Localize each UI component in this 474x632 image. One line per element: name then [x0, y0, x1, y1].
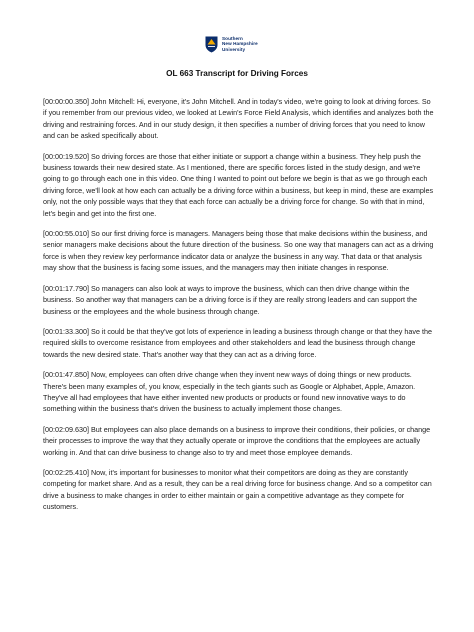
- transcript-paragraph-8: [00:02:25.410] Now, it's important for businesses to monitor what their competitors are doing as they are constantly competing for market share. And as a result, they can be a real driving force for business change. And so a competitor can drive a business to make changes in order to either maintain or gain a competitive advantage as they compete for customers.: [43, 467, 432, 512]
- transcript-paragraph-7: [00:02:09.630] But employees can also place demands on a business to improve their conditions, their policies, or change their processes to improve the way that they actually operate or improve the conditions that the employees are actually working in. And that can drive business to change also to try and meet those employee demands.: [43, 424, 431, 457]
- shield-icon: [205, 36, 218, 53]
- transcript-paragraph-6: [00:01:47.850] Now, employees can often drive change when they invent new ways of doing things or new products. There's been many examples of, you know, especially in the tech giants such as Google or Alphabet, Apple, Amazon. They've all had employees that have either invented new products or products or found new innovative ways to do something within the business that's driven the business to actually implement those changes.: [43, 370, 416, 414]
- transcript-paragraph-4: [00:01:17.790] So managers can also look at ways to improve the business, which can then drive change within the business. So another way that managers can be a driving force is if they are really strong leaders and can support the business or the employees and the whole business through change.: [43, 283, 417, 316]
- logo-wordmark: [222, 36, 258, 52]
- transcript-paragraph-2: [00:00:19.520] So driving forces are those that either initiate or support a change within a business. They help push the business towards their new desired state. As I mentioned, there are specific forces listed in the study design, and we're going to go through each one in this video. One thing I wanted to point out before we begin is that as we go through each driving force, we'll look at how each can actually be a driving force within a business, but keep in mind, these are examples only, not the only possible ways that they that each force can actually be a driving force for change. So with that in mind, let's begin and get into the first one.: [43, 151, 434, 218]
- transcript-paragraph-1: [00:00:00.350] John Mitchell: Hi, everyone, it's John Mitchell. And in today's video, we're going to look at driving forces. So if you remember from our previous video, we looked at Lewin's Force Field Analysis, which identifies and analyzes both the driving and restraining forces. And in our study design, it then specifies a number of driving forces that you need to know and can be asked specifically about.: [43, 97, 434, 141]
- logo-line-3: University: [222, 46, 246, 52]
- logo-line-2: New Hampshire: [222, 41, 258, 47]
- transcript-paragraph-3: [00:00:55.010] So our first driving force is managers. Managers being those that make decisions within the business, and senior managers make decisions about the future direction of the business. So one way that managers can act as a driving force is when they review key performance indicator data or analyze the business in any way. That data or that analysis may show that the business is facing some issues, and the managers may then initiate changes in response.: [43, 229, 434, 273]
- transcript-body: [43, 96, 435, 522]
- university-logo: [205, 33, 258, 55]
- page-title: OL 663 Transcript for Driving Forces: [166, 69, 308, 78]
- logo-line-1: Southern: [222, 36, 243, 42]
- transcript-paragraph-5: [00:01:33.300] So it could be that they've got lots of experience in leading a business through change or that they have the required skills to overcome resistance from employees and other stakeholders and lead the business through change towards the new desired state. That's another way that they can act as a driving force.: [43, 326, 432, 359]
